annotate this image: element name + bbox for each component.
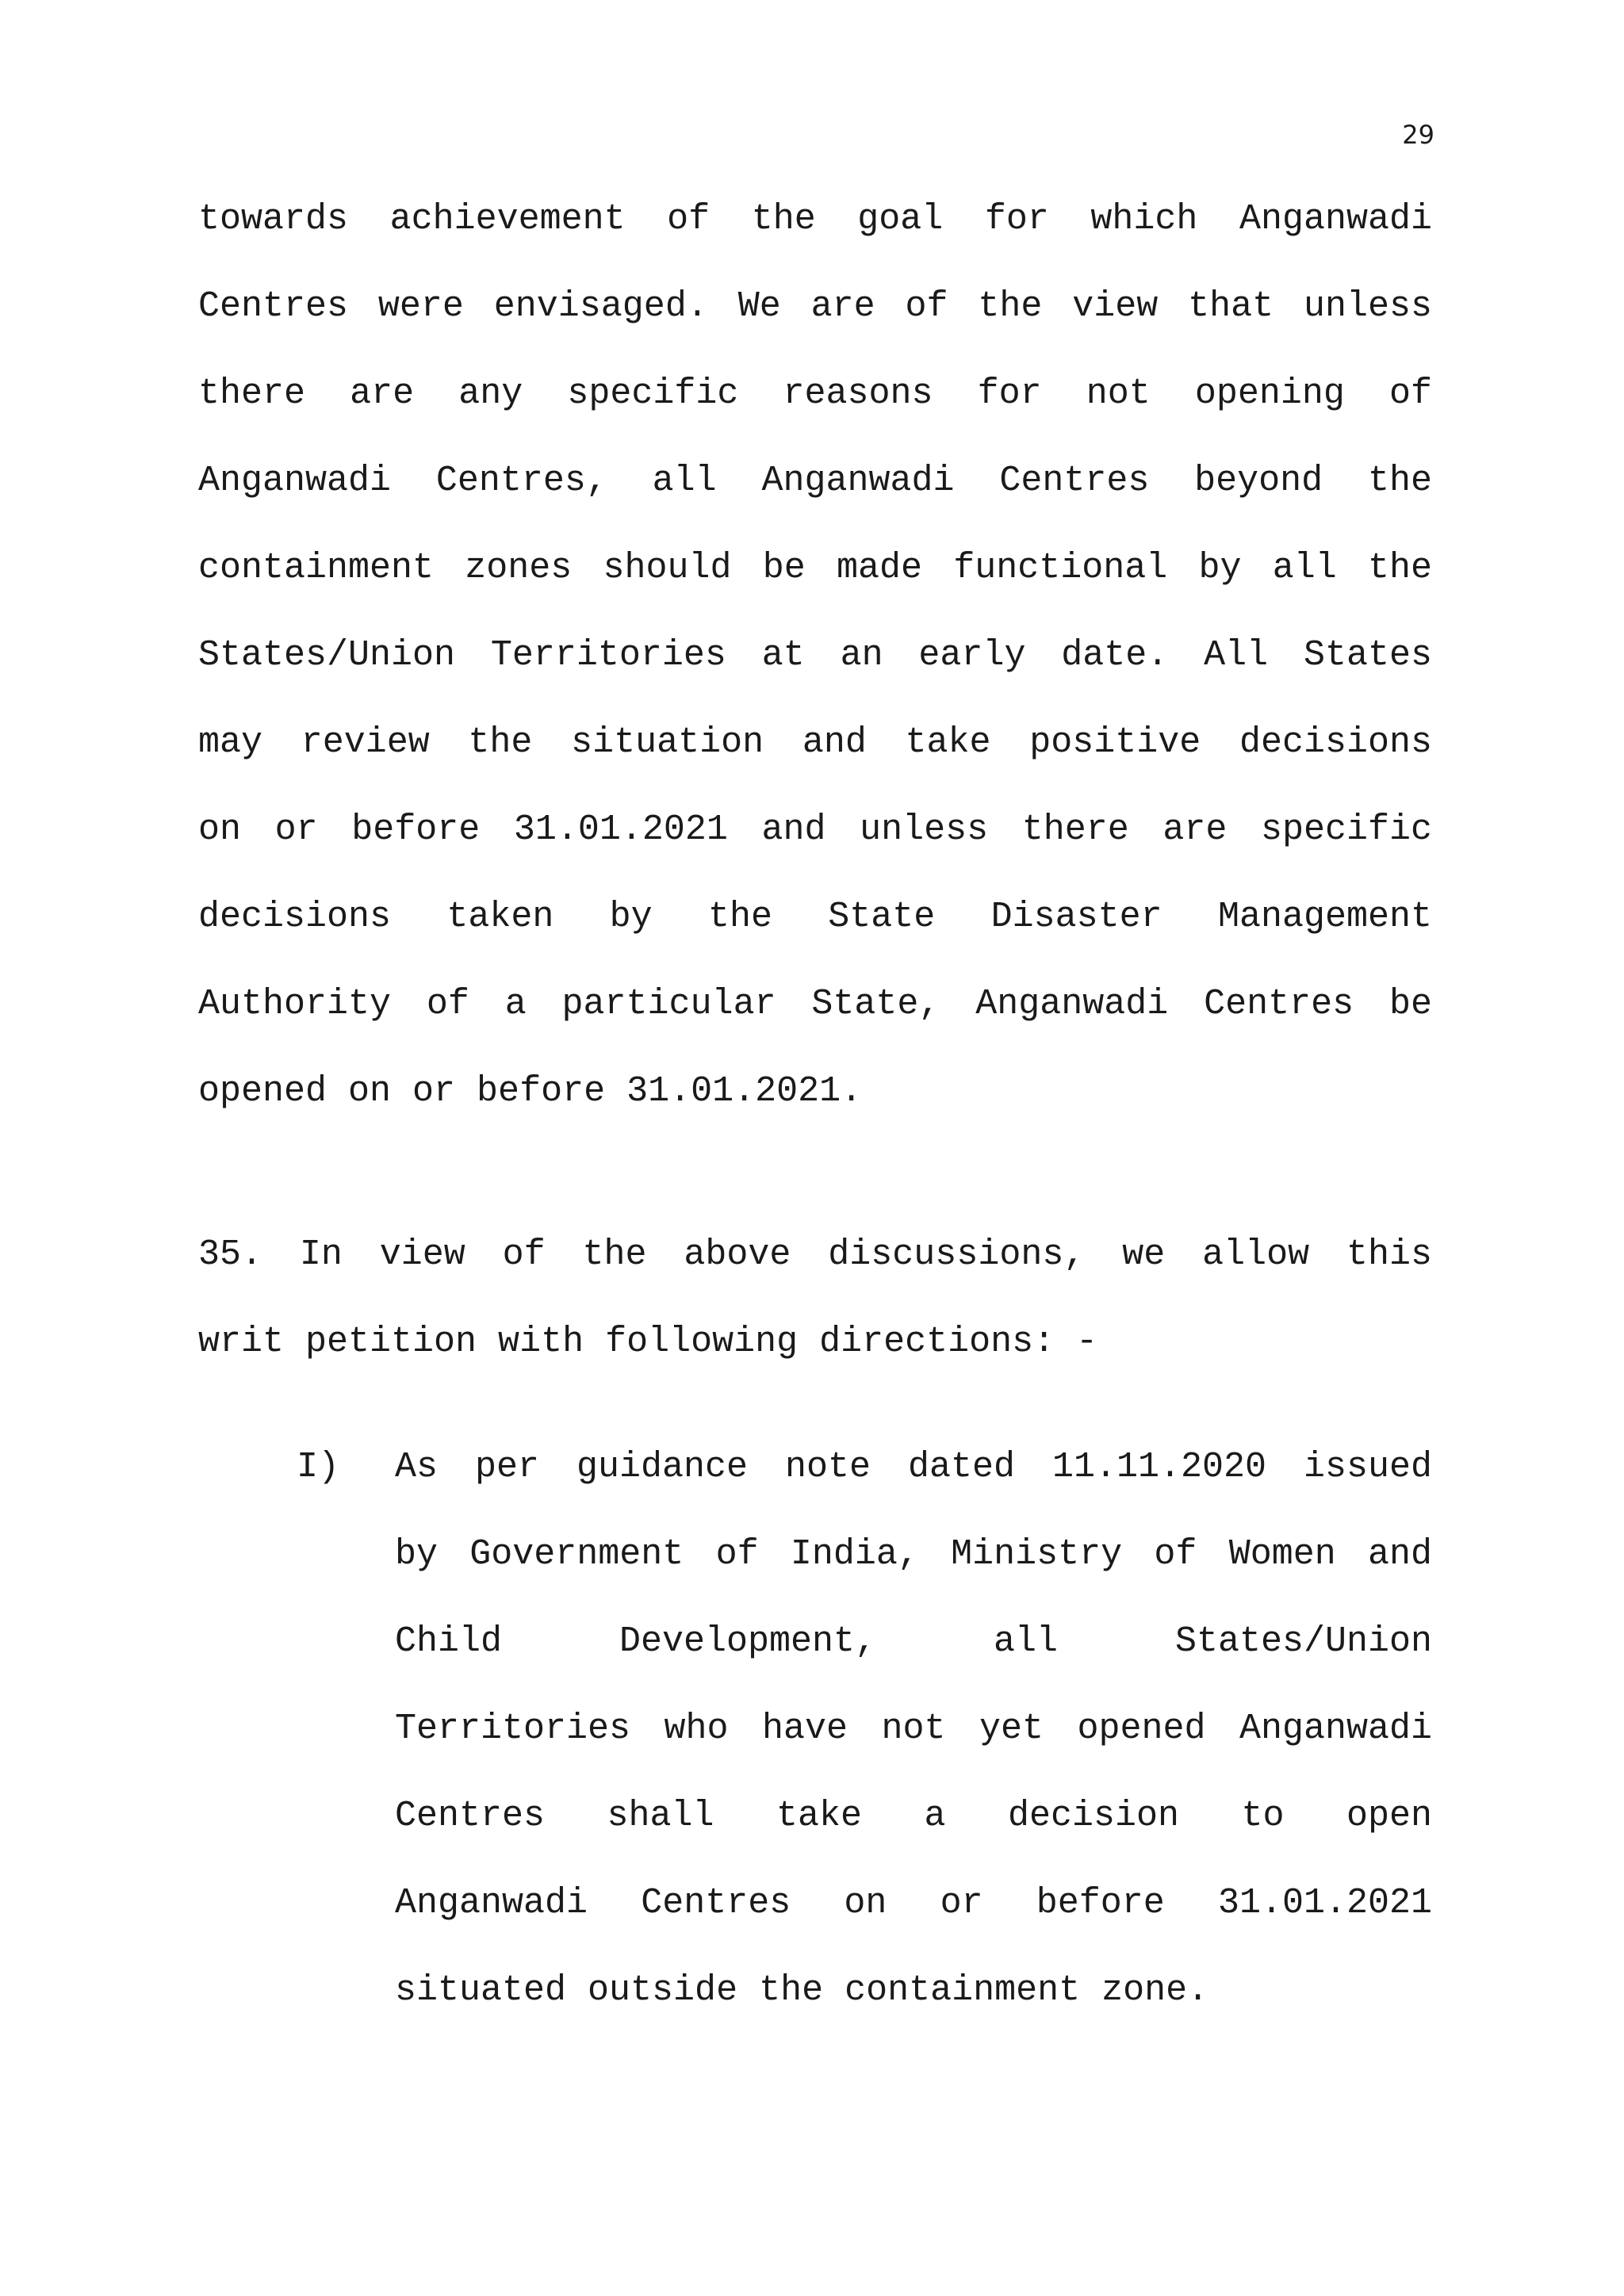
paragraph-line: 35. In view of the above discussions, we allow this <box>198 1234 1432 1275</box>
paragraph-line: on or before 31.01.2021 and unless there are specific <box>198 809 1432 850</box>
direction-line: Centres shall take a decision to open <box>395 1796 1432 1836</box>
paragraph-line: Anganwadi Centres, all Anganwadi Centres beyond the <box>198 461 1432 501</box>
direction-line: Child Development, all States/Union <box>395 1621 1432 1662</box>
direction-line: As per guidance note dated 11.11.2020 issued <box>395 1447 1432 1487</box>
paragraph-line: States/Union Territories at an early date. All States <box>198 635 1432 675</box>
paragraph-line: opened on or before 31.01.2021. <box>198 1071 863 1112</box>
paragraph-line: decisions taken by the State Disaster Management <box>198 897 1432 937</box>
paragraph-line: Centres were envisaged. We are of the view that unless <box>198 286 1432 327</box>
paragraph-line: containment zones should be made functional by all the <box>198 548 1432 588</box>
direction-line: Territories who have not yet opened Anganwadi <box>395 1709 1432 1749</box>
paragraph-line: may review the situation and take positive decisions <box>198 722 1432 763</box>
paragraph-line: towards achievement of the goal for which Anganwadi <box>198 199 1432 239</box>
direction-line: situated outside the containment zone. <box>395 1970 1209 2011</box>
direction-line: Anganwadi Centres on or before 31.01.2021 <box>395 1883 1432 1923</box>
paragraph-line: writ petition with following directions: - <box>198 1322 1098 1362</box>
list-marker: I) <box>297 1447 340 1487</box>
paragraph-line: there are any specific reasons for not opening of <box>198 373 1432 414</box>
direction-line: by Government of India, Ministry of Women and <box>395 1534 1432 1575</box>
page-number: 29 <box>1402 120 1434 150</box>
paragraph-line: Authority of a particular State, Anganwadi Centres be <box>198 984 1432 1024</box>
